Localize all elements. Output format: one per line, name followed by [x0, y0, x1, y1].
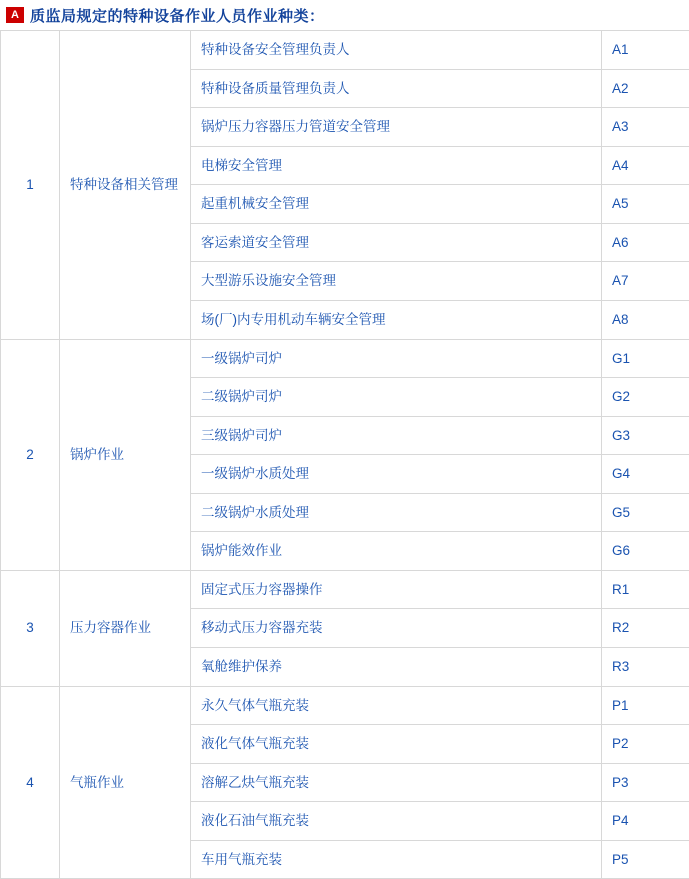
job-code-cell: A1 — [602, 31, 689, 70]
job-name-cell: 三级锅炉司炉 — [191, 416, 602, 455]
table-row — [1, 570, 689, 609]
job-name-cell: 客运索道安全管理 — [191, 223, 602, 262]
job-name-cell: 溶解乙炔气瓶充装 — [191, 763, 602, 802]
job-code-cell: G1 — [602, 339, 689, 378]
job-code-cell: R3 — [602, 648, 689, 687]
table-row — [1, 31, 689, 70]
job-code-cell: G2 — [602, 378, 689, 417]
job-name-cell: 起重机械安全管理 — [191, 185, 602, 224]
category-cell: 压力容器作业 — [60, 570, 191, 686]
job-code-cell: G4 — [602, 455, 689, 494]
job-name-cell: 大型游乐设施安全管理 — [191, 262, 602, 301]
job-name-cell: 移动式压力容器充装 — [191, 609, 602, 648]
section-badge-icon: A — [6, 7, 24, 23]
job-name-cell: 一级锅炉水质处理 — [191, 455, 602, 494]
job-code-cell: P3 — [602, 763, 689, 802]
job-code-cell: P5 — [602, 840, 689, 879]
job-name-cell: 二级锅炉司炉 — [191, 378, 602, 417]
job-code-cell: A8 — [602, 300, 689, 339]
page-title: 质监局规定的特种设备作业人员作业种类： — [30, 5, 325, 26]
category-cell: 锅炉作业 — [60, 339, 191, 570]
category-cell: 特种设备相关管理 — [60, 31, 191, 340]
job-name-cell: 固定式压力容器操作 — [191, 570, 602, 609]
job-name-cell: 锅炉压力容器压力管道安全管理 — [191, 108, 602, 147]
job-name-cell: 电梯安全管理 — [191, 146, 602, 185]
job-name-cell: 特种设备安全管理负责人 — [191, 31, 602, 70]
job-code-cell: P4 — [602, 802, 689, 841]
row-number: 1 — [1, 31, 60, 340]
job-name-cell: 永久气体气瓶充装 — [191, 686, 602, 725]
job-code-cell: A5 — [602, 185, 689, 224]
job-code-cell: A2 — [602, 69, 689, 108]
job-code-cell: G5 — [602, 493, 689, 532]
job-name-cell: 二级锅炉水质处理 — [191, 493, 602, 532]
job-name-cell: 车用气瓶充装 — [191, 840, 602, 879]
row-number: 4 — [1, 686, 60, 879]
job-name-cell: 场(厂)内专用机动车辆安全管理 — [191, 300, 602, 339]
section-header — [0, 0, 689, 30]
job-name-cell: 氧舱维护保养 — [191, 648, 602, 687]
job-code-cell: A3 — [602, 108, 689, 147]
special-equipment-table — [0, 30, 689, 879]
job-name-cell: 锅炉能效作业 — [191, 532, 602, 571]
job-name-cell: 一级锅炉司炉 — [191, 339, 602, 378]
job-code-cell: R2 — [602, 609, 689, 648]
table-body — [1, 31, 689, 879]
job-code-cell: P1 — [602, 686, 689, 725]
job-name-cell: 液化石油气瓶充装 — [191, 802, 602, 841]
job-code-cell: A7 — [602, 262, 689, 301]
job-code-cell: R1 — [602, 570, 689, 609]
row-number: 2 — [1, 339, 60, 570]
table-row — [1, 339, 689, 378]
row-number: 3 — [1, 570, 60, 686]
job-name-cell: 特种设备质量管理负责人 — [191, 69, 602, 108]
job-code-cell: A6 — [602, 223, 689, 262]
job-name-cell: 液化气体气瓶充装 — [191, 725, 602, 764]
job-code-cell: A4 — [602, 146, 689, 185]
category-cell: 气瓶作业 — [60, 686, 191, 879]
job-code-cell: G3 — [602, 416, 689, 455]
table-row — [1, 686, 689, 725]
job-code-cell: P2 — [602, 725, 689, 764]
job-code-cell: G6 — [602, 532, 689, 571]
